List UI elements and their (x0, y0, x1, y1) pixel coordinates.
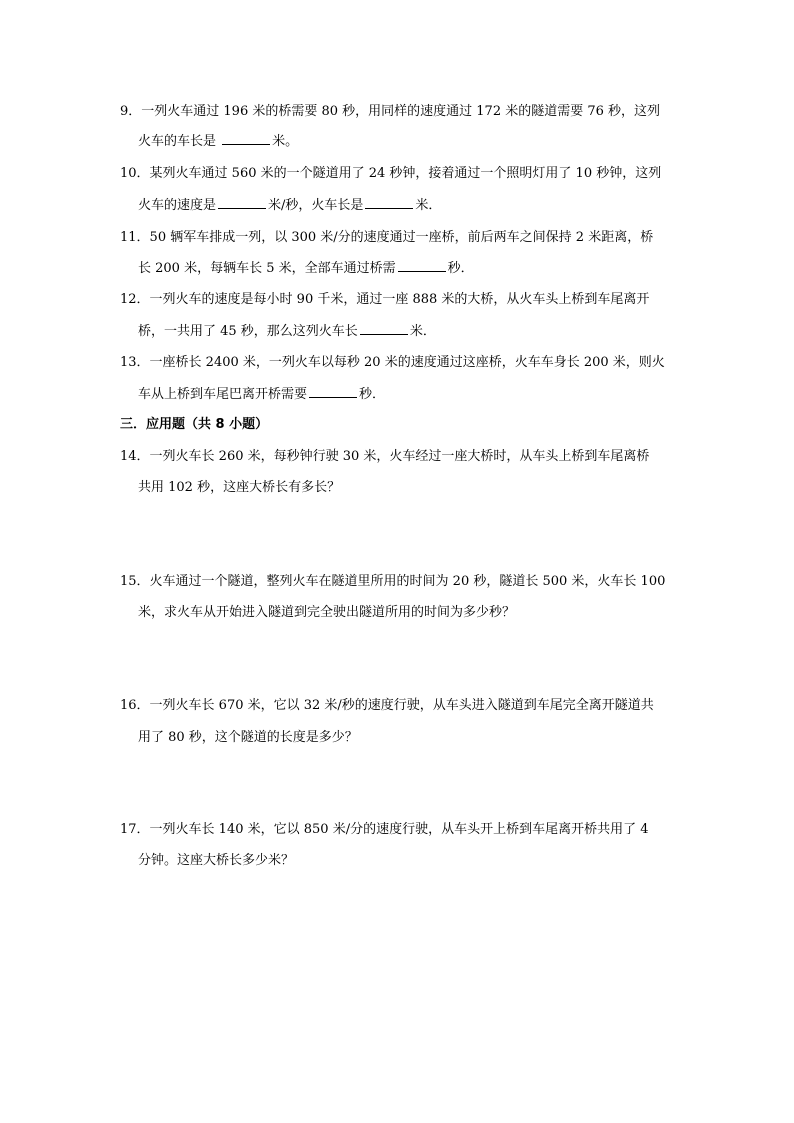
problem-17-line-2: 分钟。这座大桥长多少米？ (138, 853, 295, 868)
question-9-line-2 (138, 132, 298, 151)
answer-blank (360, 322, 408, 335)
question-11-text-b: 秒． (447, 261, 474, 276)
question-12-line-2 (138, 322, 436, 341)
question-10-line-1: 10．某列火车通过 560 米的一个隧道用了 24 秒钟，接着通过一个照明灯用了 10 秒钟，这列 (120, 166, 662, 181)
question-12-line-1: 12．一列火车的速度是每小时 90 千米，通过一座 888 米的大桥，从火车头上桥到车尾离开 (120, 292, 650, 307)
question-9-text-b: 米。 (272, 134, 299, 149)
question-13-text-b: 秒． (359, 387, 386, 402)
question-11-line-2 (138, 259, 474, 278)
question-10-line-2 (138, 196, 441, 215)
problem-14-line-1: 14．一列火车长 260 米，每秒钟行驶 30 米，火车经过一座大桥时，从车头上桥到车尾离桥 (120, 449, 650, 464)
question-10-text-b: 米/秒，火车长是 (268, 198, 364, 213)
answer-blank (309, 385, 357, 398)
question-9-line-1: 9．一列火车通过 196 米的桥需要 80 秒，用同样的速度通过 172 米的隧道需要 76 秒，这列 (120, 104, 661, 119)
problem-17-line-1: 17．一列火车长 140 米，它以 850 米/分的速度行驶，从车头开上桥到车尾离开桥共用了 4 (120, 822, 649, 837)
question-9-text-a: 火车的车长是 (138, 134, 221, 149)
answer-blank (398, 259, 446, 272)
question-13-line-1: 13．一座桥长 2400 米，一列火车以每秒 20 米的速度通过这座桥，火车车身长 200 米，则火 (120, 355, 665, 370)
problem-16-line-1: 16．一列火车长 670 米，它以 32 米/秒的速度行驶，从车头进入隧道到车尾完全离开隧道共 (120, 698, 654, 713)
question-10-text-a: 火车的速度是 (138, 198, 217, 213)
question-12-text-a: 桥，一共用了 45 秒，那么这列火车长 (138, 324, 358, 339)
answer-blank (222, 132, 270, 145)
question-10-text-c: 米． (415, 198, 442, 213)
section-title: 三．应用题（共 8 小题） (120, 417, 269, 432)
problem-14-line-2: 共用 102 秒，这座大桥长有多长？ (138, 480, 341, 495)
question-11-text-a: 长 200 米，每辆车长 5 米，全部车通过桥需 (138, 261, 396, 276)
answer-blank (365, 196, 413, 209)
question-11-line-1: 11．50 辆军车排成一列，以 300 米/分的速度通过一座桥，前后两车之间保持 2 米距离，桥 (120, 230, 654, 245)
problem-15-line-2: 米，求火车从开始进入隧道到完全驶出隧道所用的时间为多少秒？ (138, 605, 516, 620)
question-13-text-a: 车从上桥到车尾巴离开桥需要 (138, 387, 308, 402)
problem-16-line-2: 用了 80 秒，这个隧道的长度是多少？ (138, 730, 358, 745)
question-12-text-b: 米． (409, 324, 436, 339)
answer-blank (218, 196, 266, 209)
problem-15-line-1: 15．火车通过一个隧道，整列火车在隧道里所用的时间为 20 秒，隧道长 500 米，火车长 100 (120, 574, 666, 589)
question-13-line-2 (138, 385, 385, 404)
